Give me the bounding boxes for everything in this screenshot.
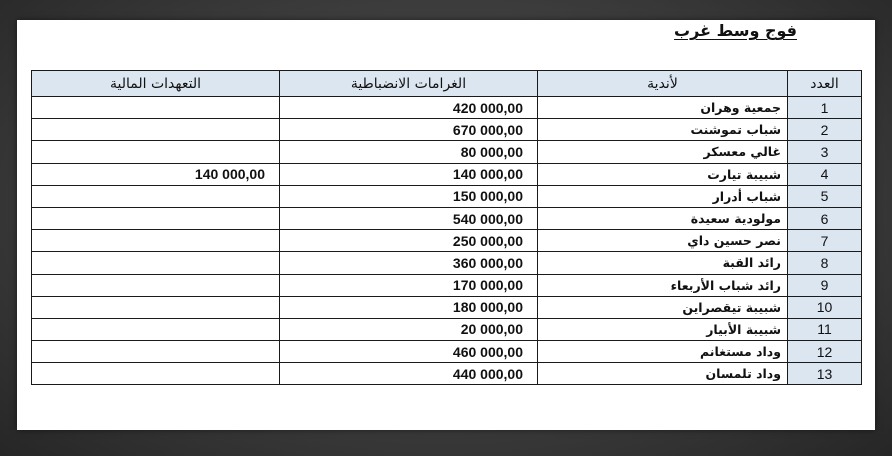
number-cell[interactable]: 12 [788, 341, 862, 363]
number-cell[interactable]: 1 [788, 97, 862, 119]
commitment-cell[interactable] [32, 363, 280, 385]
header-number[interactable]: العدد [788, 71, 862, 97]
club-cell[interactable]: نصر حسين داي [538, 230, 788, 252]
table-row [32, 141, 862, 163]
table-row [32, 97, 862, 119]
fine-cell[interactable]: 460 000,00 [280, 341, 538, 363]
spreadsheet-page [17, 20, 875, 430]
number-cell[interactable]: 5 [788, 185, 862, 207]
club-cell[interactable]: شبيبة الأبيار [538, 318, 788, 340]
group-title: فوج وسط غرب [674, 21, 797, 40]
commitment-cell[interactable] [32, 97, 280, 119]
table-row [32, 163, 862, 185]
fine-cell[interactable]: 150 000,00 [280, 185, 538, 207]
club-cell[interactable]: رائد القبة [538, 252, 788, 274]
fine-cell[interactable]: 20 000,00 [280, 318, 538, 340]
fine-cell[interactable]: 540 000,00 [280, 207, 538, 229]
number-cell[interactable]: 13 [788, 363, 862, 385]
fine-cell[interactable]: 180 000,00 [280, 296, 538, 318]
club-cell[interactable]: جمعية وهران [538, 97, 788, 119]
fine-cell[interactable]: 140 000,00 [280, 163, 538, 185]
club-cell[interactable]: وداد مستغانم [538, 341, 788, 363]
club-cell[interactable]: وداد تلمسان [538, 363, 788, 385]
commitment-cell[interactable] [32, 185, 280, 207]
table-row [32, 230, 862, 252]
club-cell[interactable]: شباب تموشنت [538, 119, 788, 141]
fine-cell[interactable]: 420 000,00 [280, 97, 538, 119]
club-cell[interactable]: شبيبة تيارت [538, 163, 788, 185]
table-row [32, 296, 862, 318]
table-row [32, 274, 862, 296]
club-cell[interactable]: شباب أدرار [538, 185, 788, 207]
number-cell[interactable]: 9 [788, 274, 862, 296]
table-body [32, 97, 862, 385]
club-cell[interactable]: مولودية سعيدة [538, 207, 788, 229]
fines-table [31, 70, 862, 385]
number-cell[interactable]: 4 [788, 163, 862, 185]
number-cell[interactable]: 2 [788, 119, 862, 141]
table-row [32, 207, 862, 229]
fine-cell[interactable]: 670 000,00 [280, 119, 538, 141]
commitment-cell[interactable] [32, 274, 280, 296]
commitment-cell[interactable] [32, 318, 280, 340]
header-row [32, 71, 862, 97]
number-cell[interactable]: 11 [788, 318, 862, 340]
commitment-cell[interactable]: 140 000,00 [32, 163, 280, 185]
commitment-cell[interactable] [32, 207, 280, 229]
commitment-cell[interactable] [32, 230, 280, 252]
commitment-cell[interactable] [32, 341, 280, 363]
fine-cell[interactable]: 440 000,00 [280, 363, 538, 385]
club-cell[interactable]: غالي معسكر [538, 141, 788, 163]
table-row [32, 318, 862, 340]
header-fines[interactable]: الغرامات الانضباطية [280, 71, 538, 97]
fine-cell[interactable]: 80 000,00 [280, 141, 538, 163]
number-cell[interactable]: 7 [788, 230, 862, 252]
commitment-cell[interactable] [32, 296, 280, 318]
header-commitments[interactable]: التعهدات المالية [32, 71, 280, 97]
commitment-cell[interactable] [32, 119, 280, 141]
commitment-cell[interactable] [32, 141, 280, 163]
table-row [32, 252, 862, 274]
header-clubs[interactable]: لأندية [538, 71, 788, 97]
table-row [32, 341, 862, 363]
number-cell[interactable]: 8 [788, 252, 862, 274]
table-row [32, 119, 862, 141]
number-cell[interactable]: 6 [788, 207, 862, 229]
fine-cell[interactable]: 170 000,00 [280, 274, 538, 296]
fine-cell[interactable]: 360 000,00 [280, 252, 538, 274]
number-cell[interactable]: 3 [788, 141, 862, 163]
number-cell[interactable]: 10 [788, 296, 862, 318]
commitment-cell[interactable] [32, 252, 280, 274]
table-row [32, 363, 862, 385]
club-cell[interactable]: شبيبة تيقصراين [538, 296, 788, 318]
club-cell[interactable]: رائد شباب الأربعاء [538, 274, 788, 296]
fine-cell[interactable]: 250 000,00 [280, 230, 538, 252]
table-row [32, 185, 862, 207]
